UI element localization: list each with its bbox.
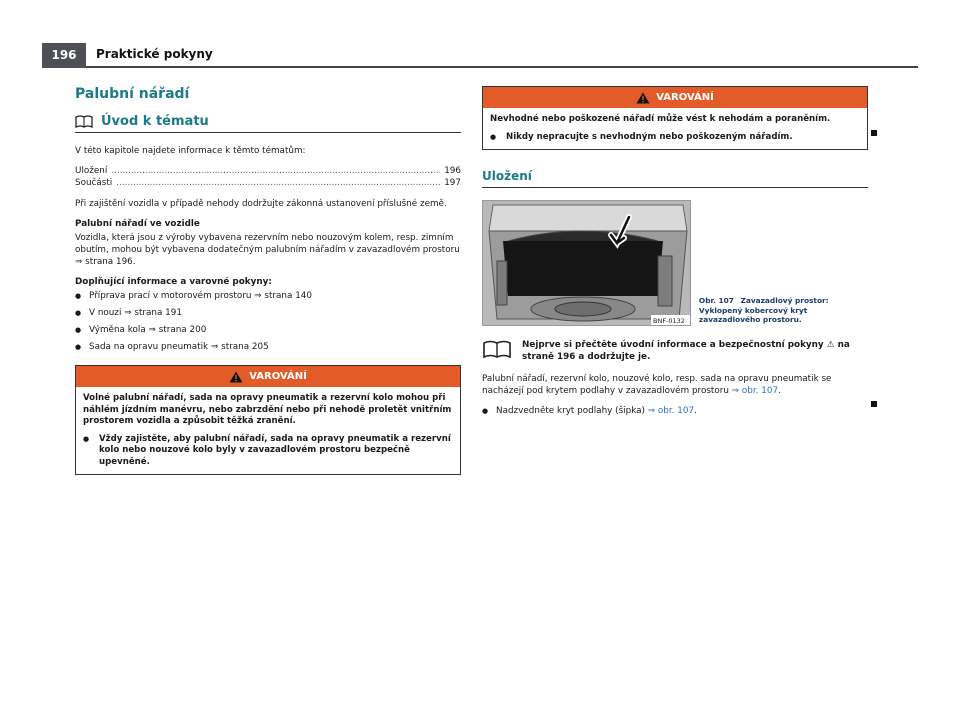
section-title: Úvod k tématu (101, 114, 209, 129)
tools-heading: Palubní nářadí ve vozidle (75, 219, 200, 229)
chapter-title: Palubní nářadí (75, 86, 190, 102)
warning-icon (229, 371, 243, 383)
step-text: Nadzvedněte kryt podlahy (šipka) (496, 406, 645, 416)
extra-heading: Doplňující informace a varovné pokyny: (75, 277, 272, 287)
body-text-content: Palubní nářadí, rezervní kolo, nouzové kolo, resp. sada na opravu pneumatik se nacházejí pod krytem podlahy v zavazadlovém prostoru (482, 374, 832, 396)
toc-dots (111, 165, 440, 177)
page-number: 196 (42, 43, 86, 68)
section-title: Uložení (482, 169, 532, 183)
book-icon (75, 115, 93, 129)
intro-text: V této kapitole najdete informace k těmto tématům: (75, 146, 306, 156)
right-column (482, 86, 868, 425)
figure-link[interactable]: ⇒ obr. 107 (731, 386, 779, 396)
list-item[interactable]: ● Sada na opravu pneumatik ⇒ strana 205 (75, 341, 461, 353)
figure-link[interactable]: ⇒ obr. 107 (647, 406, 695, 416)
header-title: Praktické pokyny (96, 47, 213, 61)
figure-number: Obr. 107 (698, 296, 734, 305)
book-icon (482, 340, 512, 360)
toc-page: 197 (444, 178, 461, 188)
note-row (482, 340, 868, 363)
list-item[interactable]: ● Příprava prací v motorovém prostoru ⇒ strana 140 (75, 290, 461, 302)
warning-title: VAROVÁNÍ (249, 371, 307, 382)
warning-title: VAROVÁNÍ (656, 92, 714, 103)
figure-code: BNF-0132 (653, 317, 685, 325)
warning-body (483, 108, 867, 149)
section-end-mark (871, 130, 877, 136)
tools-text: Vozidla, která jsou z výroby vybavena rezervním nebo nouzovým kolem, resp. zimním obutím, mohou být vybavena dodatečným palubním nářadím v zavazadlovém prostoru ⇒ strana 196. (75, 233, 460, 267)
trunk-illustration (483, 201, 691, 326)
list-item[interactable]: ● V nouzi ⇒ strana 191 (75, 307, 461, 319)
step-list (482, 405, 868, 417)
body-text: Palubní nářadí, rezervní kolo, nouzové kolo, resp. sada na opravu pneumatik se nacházejí pod krytem podlahy v zavazadlovém prostoru ⇒ obr. 107. (482, 374, 832, 396)
warning-header (76, 366, 460, 387)
note-text: Nejprve si přečtěte úvodní informace a bezpečnostní pokyny ⚠ na straně 196 a dodržujte je. (522, 340, 850, 362)
warning-box (482, 86, 868, 150)
toc-row[interactable] (75, 177, 461, 189)
toc-row[interactable] (75, 165, 461, 177)
warning-text: Nevhodné nebo poškozené nářadí může vést k nehodám a poraněním. (490, 114, 831, 124)
toc-label: Uložení (75, 166, 108, 176)
trunk-figure[interactable] (482, 200, 691, 326)
header-rule (86, 66, 918, 68)
figure-row (482, 200, 868, 326)
warning-icon (636, 92, 650, 104)
warning-header (483, 87, 867, 108)
warning-text: Volné palubní nářadí, sada na opravy pneumatik a rezervní kolo mohou při náhlém jízdním manévru, nebo zabrzdění nebo při nehodě proletět vnitřním prostorem vozidla a způsobit těžká zranění. (83, 393, 452, 426)
figure-caption-text: Zavazadlový prostor: Vyklopený kobercový kryt zavazadlového prostoru. (698, 296, 829, 324)
figure-caption (699, 296, 868, 326)
extra-list (75, 290, 461, 353)
toc-list (75, 165, 461, 189)
section-heading (75, 114, 461, 133)
warning-body (76, 387, 460, 474)
list-item: ● Nadzvedněte kryt podlahy (šipka) ⇒ obr. 107. (482, 405, 868, 417)
toc-label: Součásti (75, 178, 113, 188)
toc-dots (116, 177, 440, 189)
list-item[interactable]: ● Výměna kola ⇒ strana 200 (75, 324, 461, 336)
warning-item: ● Nikdy nepracujte s nevhodným nebo poškozeným nářadím. (490, 132, 860, 144)
legal-text: Při zajištění vozidla v případě nehody dodržujte zákonná ustanovení příslušné země. (75, 199, 447, 209)
section-end-mark (871, 401, 877, 407)
toc-page: 196 (444, 166, 461, 176)
section-heading (482, 165, 868, 188)
warning-box (75, 365, 461, 475)
left-column (75, 86, 461, 475)
warning-item: ● Vždy zajistěte, aby palubní nářadí, sada na opravy pneumatik a rezervní kolo nebo nouzové kolo byly v zavazadlovém prostoru bezpečně upevněné. (83, 434, 453, 469)
page-header (0, 0, 960, 68)
